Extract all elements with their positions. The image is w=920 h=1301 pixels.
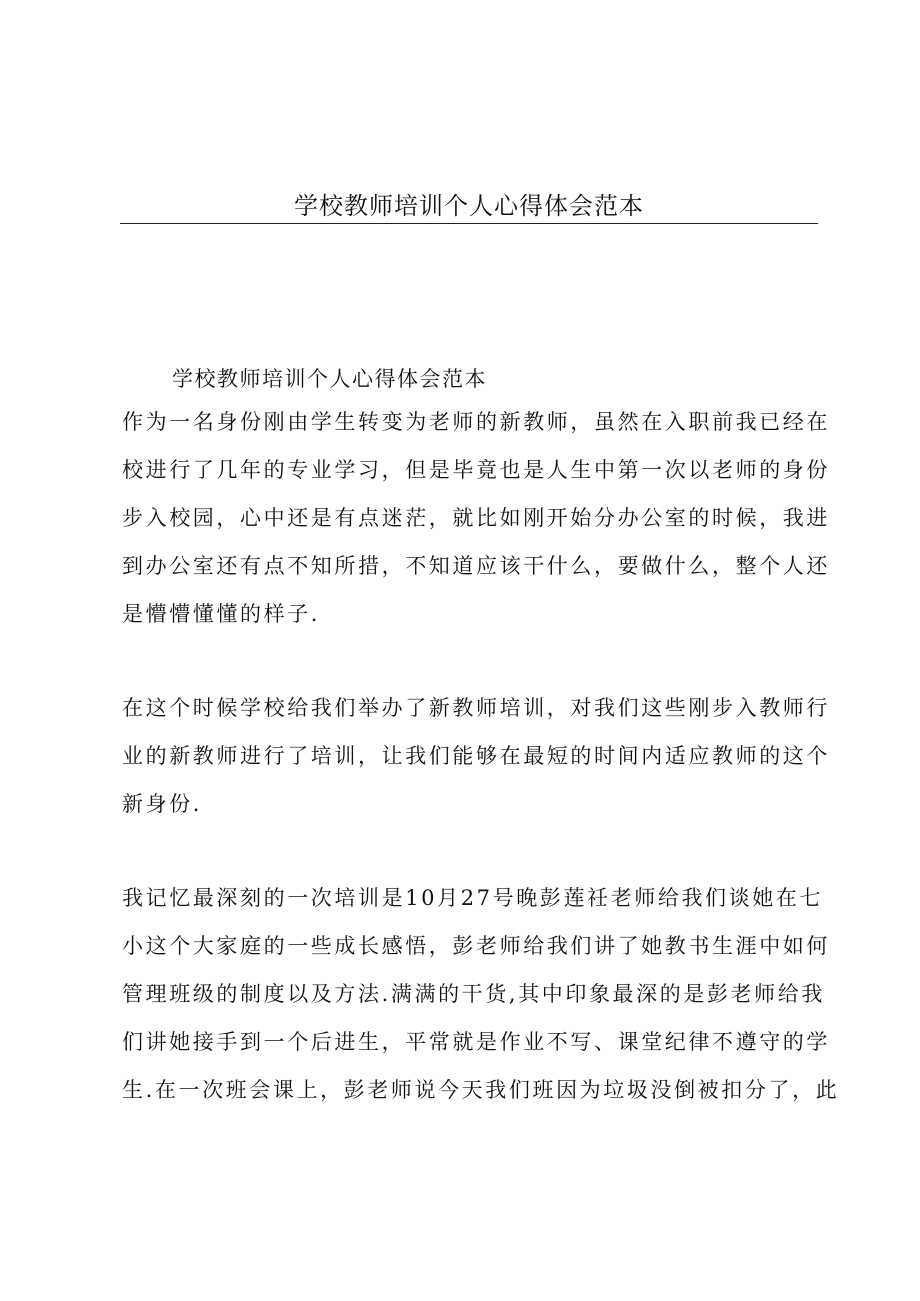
text-line: 们讲她接手到一个后进生，平常就是作业不写、课堂纪律不遵守的学 [122,1030,830,1054]
text-line: 生.在一次班会课上，彭老师说今天我们班因为垃圾没倒被扣分了，此 [122,1078,840,1102]
text-line: 校进行了几年的专业学习，但是毕竟也是人生中第一次以老师的身份 [122,458,830,482]
text-line: 我记忆最深刻的一次培训是10月27号晚彭莲祍老师给我们谈她在七 [122,886,824,910]
document-body [122,360,840,1114]
text-line: 小这个大家庭的一些成长感悟，彭老师给我们讲了她教书生涯中如何 [122,934,830,958]
text-line: 步入校园，心中还是有点迷茫，就比如刚开始分办公室的时候，我进 [122,506,830,530]
paragraph-2 [122,684,830,828]
text-line: 业的新教师进行了培训，让我们能够在最短的时间内适应教师的这个 [122,744,830,768]
text-line: 新身份. [122,792,203,816]
page-title: 学校教师培训个人心得体会范本 [294,192,644,220]
paragraph-3 [122,874,840,1114]
paragraph-1 [122,398,830,638]
text-line: 作为一名身份刚由学生转变为老师的新教师，虽然在入职前我已经在 [122,410,830,434]
text-line: 到办公室还有点不知所措，不知道应该干什么，要做什么，整个人还 [122,554,830,578]
text-line: 在这个时候学校给我们举办了新教师培训，对我们这些刚步入教师行 [122,696,830,720]
text-line: 是懵懵懂懂的样子. [122,602,321,626]
body-subtitle: 学校教师培训个人心得体会范本 [172,367,487,391]
title-underline [120,223,818,224]
text-line: 管理班级的制度以及方法.满满的干货,其中印象最深的是彭老师给我 [122,982,825,1006]
